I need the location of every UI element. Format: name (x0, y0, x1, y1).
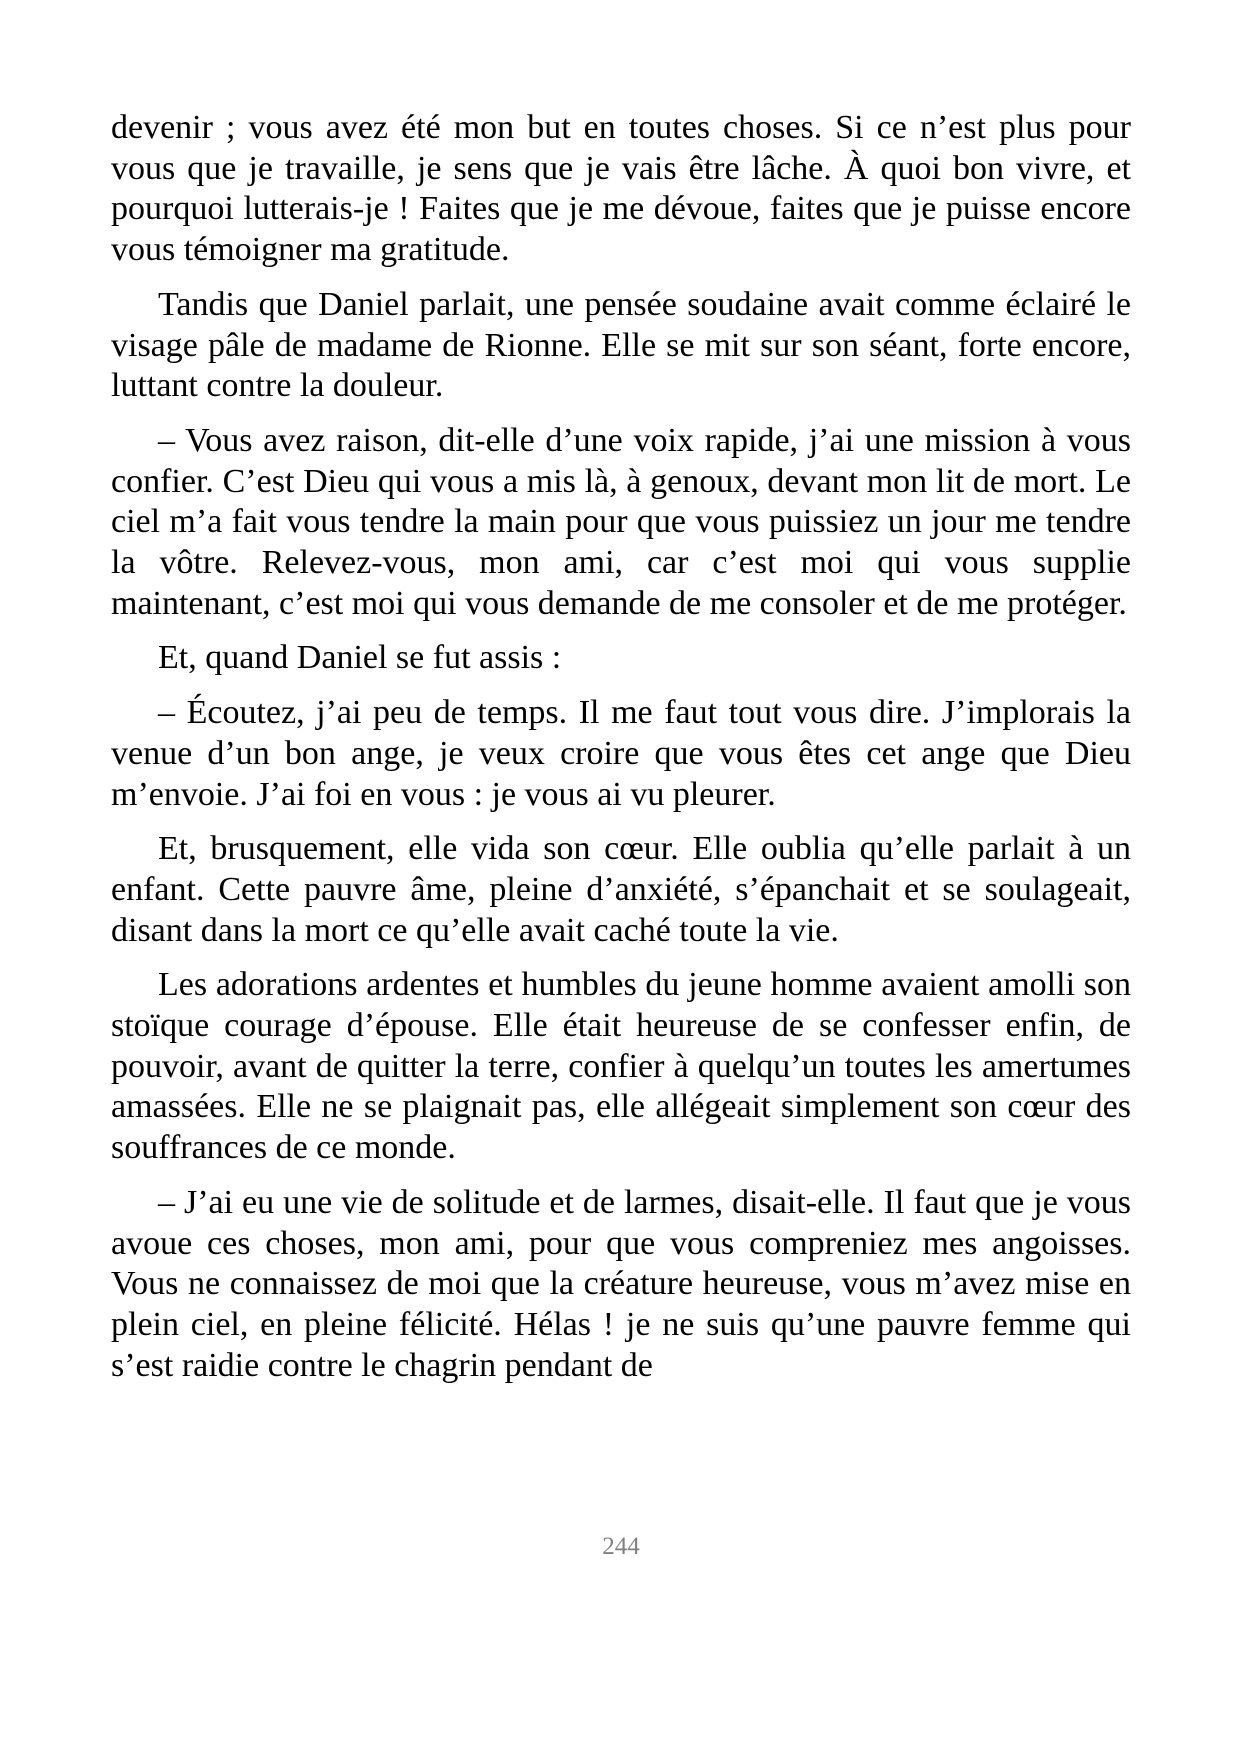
paragraph-5: – Écoutez, j’ai peu de temps. Il me faut tout vous dire. J’implorais la venue d’un bon ange, je veux croire que vous êtes cet ange que Dieu m’envoie. J’ai foi en vous : je vous ai vu pleurer. (111, 694, 1131, 813)
paragraph-1: devenir ; vous avez été mon but en toutes choses. Si ce n’est plus pour vous que je travaille, je sens que je vais être lâche. À quoi bon vivre, et pourquoi lutterais-je ! Faites que je me dévoue, faites que je puisse encore vous témoigner ma gratitude. (111, 109, 1131, 269)
paragraph-8: – J’ai eu une vie de solitude et de larmes, disait-elle. Il faut que je vous avoue ces choses, mon ami, pour que vous compreniez mes angoisses. Vous ne connaissez de moi que la créature heureuse, vous m’avez mise en plein ciel, en pleine félicité. Hélas ! je ne suis qu’une pauvre femme qui s’est raidie contre le chagrin pendant de (111, 1183, 1131, 1384)
paragraph-3: – Vous avez raison, dit-elle d’une voix rapide, j’ai une mission à vous confier. C’est Dieu qui vous a mis là, à genoux, devant mon lit de mort. Le ciel m’a fait vous tendre la main pour que vous puissiez un jour me tendre la vôtre. Relevez-vous, mon ami, car c’est moi qui vous supplie maintenant, c’est moi qui vous demande de me consoler et de me protéger. (111, 421, 1131, 622)
paragraph-7: Les adorations ardentes et humbles du jeune homme avaient amolli son stoïque courage d’épouse. Elle était heureuse de se confesser enfin, de pouvoir, avant de quitter la terre, confier à quelqu’un toutes les amertumes amassées. Elle ne se plaignait pas, elle allégeait simplement son cœur des souffrances de ce monde. (111, 966, 1131, 1167)
page-number: 244 (602, 1533, 640, 1560)
paragraph-2: Tandis que Daniel parlait, une pensée soudaine avait comme éclairé le visage pâle de madame de Rionne. Elle se mit sur son séant, forte encore, luttant contre la douleur. (111, 285, 1131, 405)
paragraph-6: Et, brusquement, elle vida son cœur. Elle oublia qu’elle parlait à un enfant. Cette pauvre âme, pleine d’anxiété, s’épanchait et se soulageait, disant dans la mort ce qu’elle avait caché toute la vie. (111, 830, 1131, 949)
paragraph-4: Et, quand Daniel se fut assis : (158, 639, 562, 677)
page-body (111, 108, 1131, 1400)
